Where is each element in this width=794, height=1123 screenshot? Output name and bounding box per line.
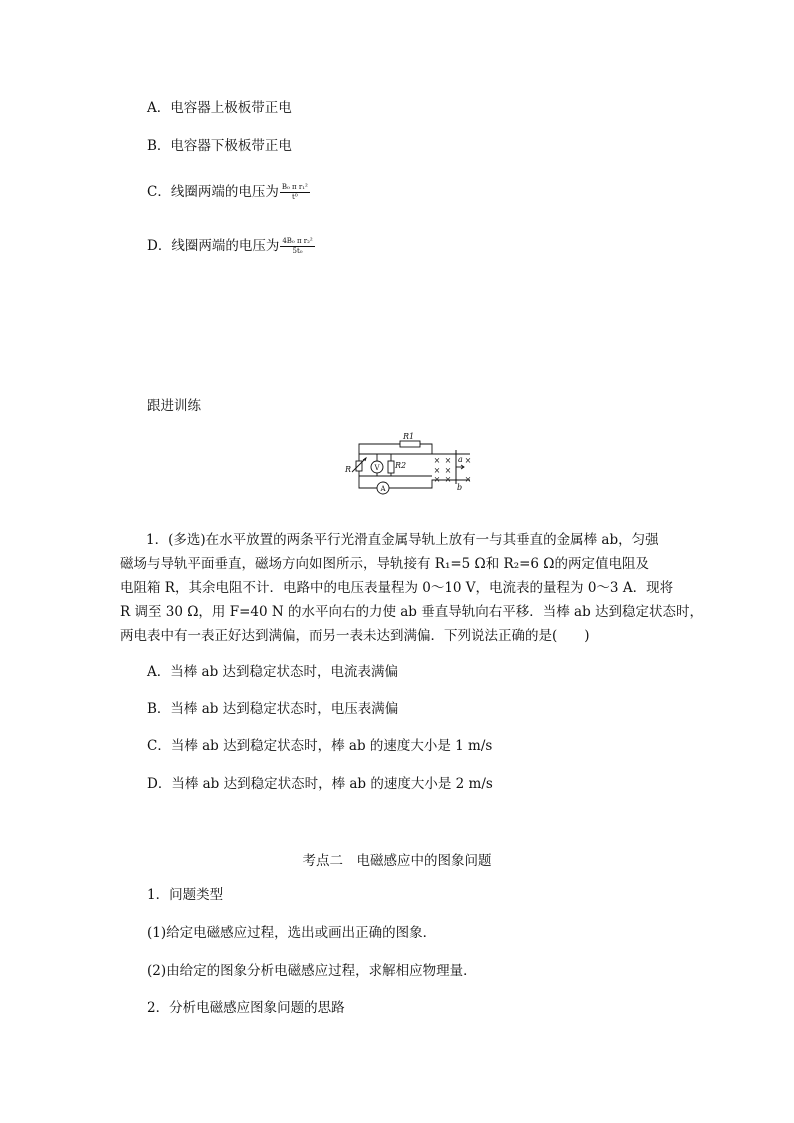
option-b-prev: B．电容器下极板带正电 <box>147 138 292 154</box>
question-1-option-c: C．当棒 ab 达到稳定状态时，棒 ab 的速度大小是 1 m/s <box>147 738 493 754</box>
question-1-option-a: A．当棒 ab 达到稳定状态时，电流表满偏 <box>147 664 399 680</box>
question-1-option-d: D．当棒 ab 达到稳定状态时，棒 ab 的速度大小是 2 m/s <box>147 776 493 792</box>
option-d-prev <box>147 237 315 256</box>
r1-resistor <box>400 441 420 447</box>
label-a: A <box>380 485 386 493</box>
topic-2-item-1: 1．问题类型 <box>147 887 224 903</box>
svg-text:×: × <box>433 466 441 475</box>
option-d-denominator: 5t₀ <box>292 247 303 255</box>
svg-text:×: × <box>444 456 452 465</box>
topic-2-sub-2: (2)由给定的图象分析电磁感应过程，求解相应物理量． <box>147 963 477 979</box>
svg-text:×: × <box>444 466 452 475</box>
topic-2-title: 考点二 电磁感应中的图象问题 <box>302 853 492 869</box>
question-1-option-b: B．当棒 ab 达到稳定状态时，电压表满偏 <box>147 701 399 717</box>
r2-resistor <box>388 461 394 473</box>
option-c-prev <box>147 183 310 202</box>
question-1-line-4: R 调至 30 Ω，用 F=40 N 的水平向右的力使 ab 垂直导轨向右平移．当棒 ab 达到稳定状态时， <box>120 604 703 620</box>
svg-text:×: × <box>433 475 441 484</box>
option-c-fraction <box>280 183 310 202</box>
label-v: V <box>374 464 380 472</box>
section-heading: 跟进训练 <box>147 398 201 414</box>
svg-text:×: × <box>433 456 441 465</box>
label-r1: R1 <box>403 432 415 441</box>
option-c-denominator: t⁰ <box>292 193 298 201</box>
topic-2-item-2: 2．分析电磁感应图象问题的思路 <box>147 1000 345 1016</box>
svg-text:×: × <box>464 475 472 484</box>
option-c-numerator: B₀ π r₁² <box>281 183 308 191</box>
question-1-line-5: 两电表中有一表正好达到满偏，而另一表未达到满偏．下列说法正确的是( ) <box>120 628 590 644</box>
top-wire <box>359 444 470 454</box>
question-1-line-3: 电阻箱 R，其余电阻不计．电路中的电压表量程为 0～10 V，电流表的量程为 0～3 A．现将 <box>120 580 674 596</box>
svg-text:×: × <box>444 475 452 484</box>
label-r: R <box>345 465 352 474</box>
option-a-prev: A．电容器上极板带正电 <box>147 100 292 116</box>
topic-2-sub-1: (1)给定电磁感应过程，选出或画出正确的图象． <box>147 925 437 941</box>
question-1-line-2: 磁场与导轨平面垂直，磁场方向如图所示，导轨接有 R₁=5 Ω和 R₂=6 Ω的两定值电阻及 <box>120 556 650 572</box>
label-b-rod: b <box>457 483 463 492</box>
question-1-line-1: 1．(多选)在水平放置的两条平行光滑直金属导轨上放有一与其垂直的金属棒 ab，匀强 <box>146 532 659 548</box>
label-a-rod: a <box>458 455 463 464</box>
option-c-prefix: C．线圈两端的电压为 <box>147 184 279 200</box>
circuit-figure <box>340 432 480 504</box>
option-d-prefix: D．线圈两端的电压为 <box>147 238 280 254</box>
svg-text:×: × <box>464 456 472 465</box>
question-1-stem <box>120 528 703 648</box>
bottom-wire <box>359 476 470 488</box>
option-d-fraction <box>280 237 314 256</box>
option-d-numerator: 4B₀ π r₂² <box>282 237 313 245</box>
label-r2: R2 <box>395 461 407 470</box>
